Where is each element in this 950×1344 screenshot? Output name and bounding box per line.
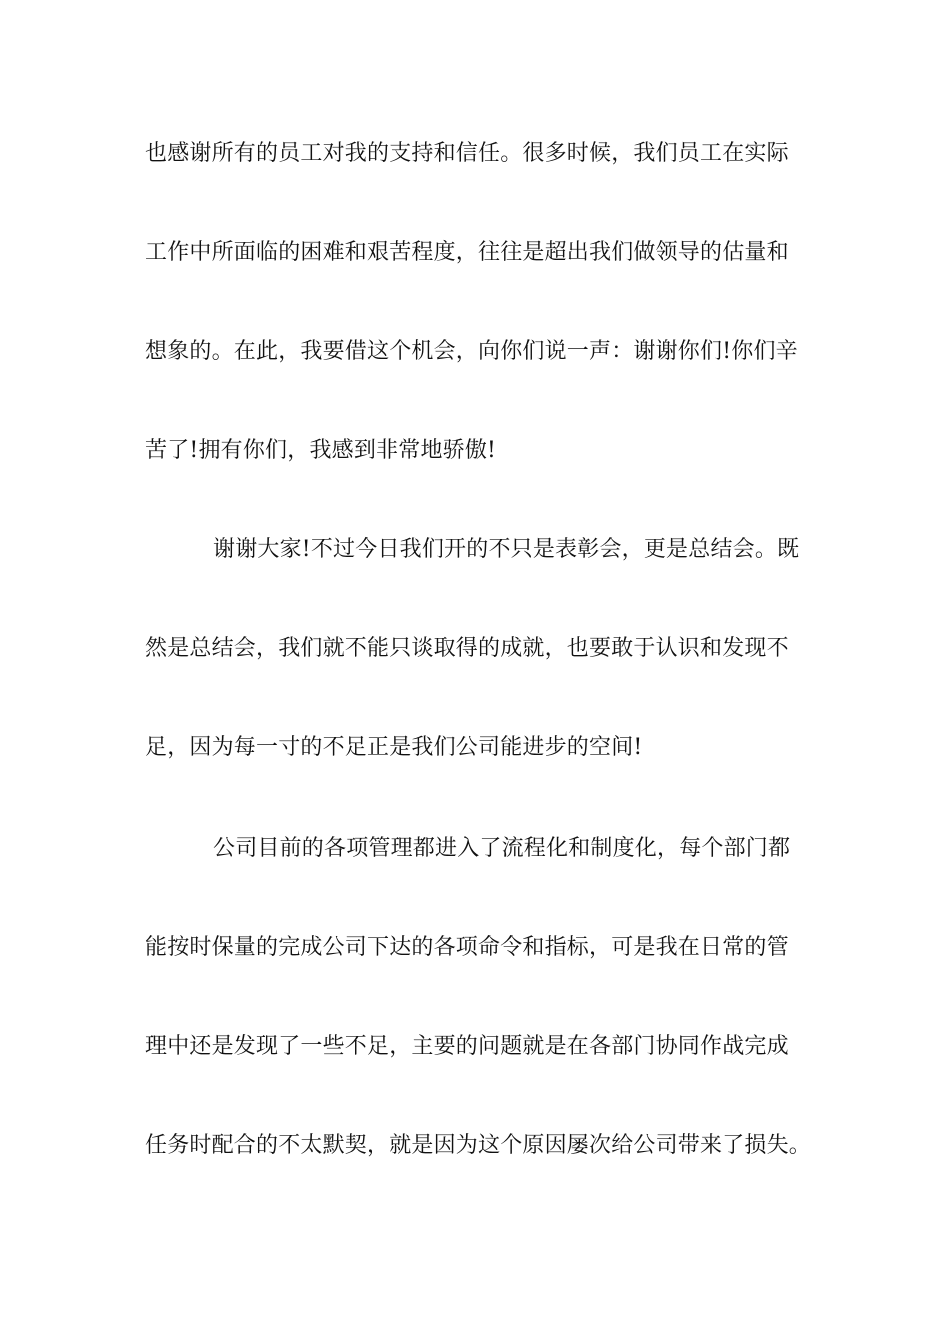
paragraph-3-line-3: 理中还是发现了一些不足，主要的问题就是在各部门协同作战完成	[145, 1034, 789, 1059]
paragraph-2-line-1: 谢谢大家!不过今日我们开的不只是表彰会，更是总结会。既	[213, 537, 800, 562]
paragraph-3-line-4: 任务时配合的不太默契，就是因为这个原因屡次给公司带来了损失。	[145, 1133, 812, 1158]
paragraph-1-line-4: 苦了!拥有你们，我感到非常地骄傲!	[145, 438, 497, 463]
paragraph-1-line-3: 想象的。在此，我要借这个机会，向你们说一声：谢谢你们!你们辛	[145, 339, 798, 364]
paragraph-3-line-1: 公司目前的各项管理都进入了流程化和制度化，每个部门都	[213, 836, 791, 861]
paragraph-3-line-2: 能按时保量的完成公司下达的各项命令和指标，可是我在日常的管	[145, 935, 789, 960]
paragraph-1-line-1: 也感谢所有的员工对我的支持和信任。很多时候，我们员工在实际	[145, 141, 789, 166]
paragraph-1-line-2: 工作中所面临的困难和艰苦程度，往往是超出我们做领导的估量和	[145, 240, 789, 265]
paragraph-2-line-2: 然是总结会，我们就不能只谈取得的成就，也要敢于认识和发现不	[145, 636, 789, 661]
paragraph-2-line-3: 足，因为每一寸的不足正是我们公司能进步的空间!	[145, 735, 643, 760]
